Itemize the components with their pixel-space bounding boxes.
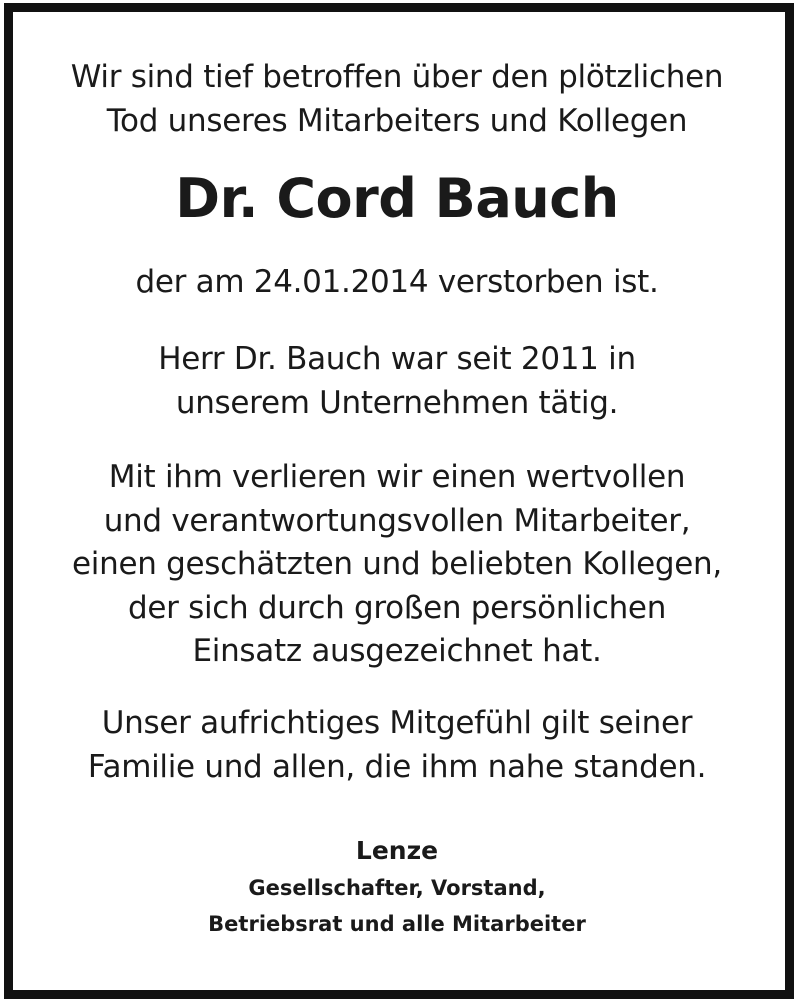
intro-line: Wir sind tief betroffen über den plötzlichen	[70, 59, 724, 95]
death-date-line: der am 24.01.2014 verstorben ist.	[135, 264, 659, 300]
tribute-line: Einsatz ausgezeichnet hat.	[192, 633, 602, 669]
signature-signatories: Gesellschafter, Vorstand,	[248, 876, 546, 900]
tribute-line: Mit ihm verlieren wir einen wertvollen	[108, 459, 686, 495]
tenure-line: unserem Unternehmen tätig.	[175, 385, 619, 421]
tribute-line: und verantwortungsvollen Mitarbeiter,	[103, 503, 691, 539]
tribute-line: der sich durch großen persönlichen	[127, 590, 667, 626]
condolence-line: Unser aufrichtiges Mitgefühl gilt seiner	[101, 705, 693, 741]
tribute-line: einen geschätzten und beliebten Kollegen,	[72, 546, 722, 582]
signature-organization: Lenze	[355, 836, 439, 865]
deceased-name: Dr. Cord Bauch	[175, 167, 619, 230]
condolence-line: Familie und allen, die ihm nahe standen.	[87, 749, 707, 785]
tenure-line: Herr Dr. Bauch war seit 2011 in	[158, 341, 636, 377]
signature-signatories: Betriebsrat und alle Mitarbeiter	[208, 912, 586, 936]
intro-line: Tod unseres Mitarbeiters und Kollegen	[106, 103, 688, 139]
